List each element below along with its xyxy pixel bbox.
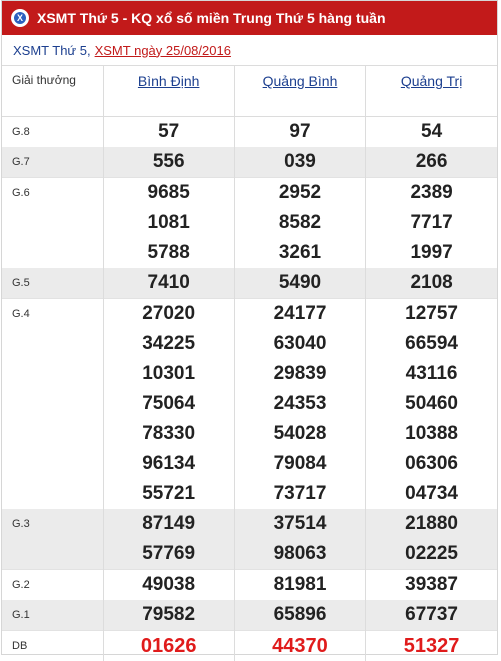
result-cell (234, 117, 365, 148)
result-cell (366, 570, 497, 601)
result-number: 5788 (104, 238, 234, 268)
result-cell (103, 299, 234, 510)
result-number: 039 (235, 147, 365, 177)
result-number: 9685 (104, 178, 234, 208)
result-cell (103, 509, 234, 570)
result-number: 75064 (104, 389, 234, 419)
result-number: 27020 (104, 299, 234, 329)
prize-label: G.1 (2, 600, 103, 631)
province-link-binh-dinh[interactable]: Bình Định (138, 73, 199, 89)
prize-label: G.4 (2, 299, 103, 510)
result-number: 04734 (366, 479, 497, 509)
result-cell (366, 147, 497, 178)
result-number: 97 (235, 117, 365, 147)
prize-label: G.3 (2, 509, 103, 570)
prize-column-header: Giải thưởng (2, 66, 103, 117)
prize-label: G.5 (2, 268, 103, 299)
result-cell (234, 600, 365, 631)
result-cell (234, 147, 365, 178)
result-cell (366, 117, 497, 148)
jackpot-number: 44370 (235, 631, 365, 661)
result-number: 10388 (366, 419, 497, 449)
province-header (234, 66, 365, 117)
result-number: 24353 (235, 389, 365, 419)
result-number: 7410 (104, 268, 234, 298)
result-number: 67737 (366, 600, 497, 630)
result-number: 3261 (235, 238, 365, 268)
result-number: 81981 (235, 570, 365, 600)
province-link-quang-tri[interactable]: Quảng Trị (401, 73, 462, 89)
prize-label: DB (2, 631, 103, 661)
panel-header (2, 1, 497, 35)
result-cell (103, 268, 234, 299)
result-cell (234, 268, 365, 299)
province-link-quang-binh[interactable]: Quảng Bình (263, 73, 338, 89)
result-number: 06306 (366, 449, 497, 479)
result-number: 1081 (104, 208, 234, 238)
result-number: 556 (104, 147, 234, 177)
prize-row (2, 299, 497, 510)
result-number: 266 (366, 147, 497, 177)
result-number: 2108 (366, 268, 497, 298)
result-number: 79084 (235, 449, 365, 479)
province-header (103, 66, 234, 117)
result-cell (366, 600, 497, 631)
result-cell (103, 600, 234, 631)
result-number: 57769 (104, 539, 234, 569)
result-number: 5490 (235, 268, 365, 298)
prize-row (2, 117, 497, 148)
prize-row (2, 570, 497, 601)
result-number: 2952 (235, 178, 365, 208)
result-number: 10301 (104, 359, 234, 389)
result-number: 96134 (104, 449, 234, 479)
result-cell (366, 631, 497, 661)
prize-row (2, 631, 497, 661)
date-link[interactable]: XSMT ngày 25/08/2016 (95, 43, 231, 58)
table-header-row (2, 66, 497, 117)
result-number: 54 (366, 117, 497, 147)
result-cell (366, 299, 497, 510)
result-cell (234, 178, 365, 269)
result-cell (234, 631, 365, 661)
breadcrumb-prefix: XSMT Thứ 5, (13, 43, 91, 58)
result-cell (234, 570, 365, 601)
result-number: 12757 (366, 299, 497, 329)
jackpot-number: 01626 (104, 631, 234, 661)
result-number: 1997 (366, 238, 497, 268)
result-cell (366, 178, 497, 269)
prize-label: G.8 (2, 117, 103, 148)
result-cell (103, 117, 234, 148)
result-number: 29839 (235, 359, 365, 389)
result-number: 21880 (366, 509, 497, 539)
province-header (366, 66, 497, 117)
result-number: 79582 (104, 600, 234, 630)
result-number: 73717 (235, 479, 365, 509)
result-number: 7717 (366, 208, 497, 238)
result-number: 39387 (366, 570, 497, 600)
prize-row (2, 509, 497, 570)
prize-row (2, 178, 497, 269)
prize-label: G.6 (2, 178, 103, 269)
panel-title: XSMT Thứ 5 - KQ xổ số miền Trung Thứ 5 hàng tuần (37, 10, 386, 26)
result-cell (366, 268, 497, 299)
result-cell (234, 509, 365, 570)
result-number: 34225 (104, 329, 234, 359)
result-number: 65896 (235, 600, 365, 630)
results-table (2, 66, 497, 661)
result-number: 2389 (366, 178, 497, 208)
result-number: 50460 (366, 389, 497, 419)
jackpot-number: 51327 (366, 631, 497, 661)
result-number: 54028 (235, 419, 365, 449)
lottery-logo-icon: X (11, 9, 29, 27)
result-number: 78330 (104, 419, 234, 449)
result-number: 02225 (366, 539, 497, 569)
result-cell (103, 570, 234, 601)
result-number: 57 (104, 117, 234, 147)
result-cell (103, 147, 234, 178)
result-number: 66594 (366, 329, 497, 359)
result-number: 55721 (104, 479, 234, 509)
breadcrumb (2, 35, 497, 66)
result-number: 43116 (366, 359, 497, 389)
result-number: 98063 (235, 539, 365, 569)
result-number: 63040 (235, 329, 365, 359)
prize-label: G.2 (2, 570, 103, 601)
prize-row (2, 147, 497, 178)
result-cell (103, 178, 234, 269)
result-number: 37514 (235, 509, 365, 539)
prize-row (2, 600, 497, 631)
results-panel (1, 0, 498, 655)
result-cell (103, 631, 234, 661)
result-number: 87149 (104, 509, 234, 539)
result-cell (234, 299, 365, 510)
prize-label: G.7 (2, 147, 103, 178)
result-number: 49038 (104, 570, 234, 600)
prize-row (2, 268, 497, 299)
result-number: 24177 (235, 299, 365, 329)
result-cell (366, 509, 497, 570)
result-number: 8582 (235, 208, 365, 238)
